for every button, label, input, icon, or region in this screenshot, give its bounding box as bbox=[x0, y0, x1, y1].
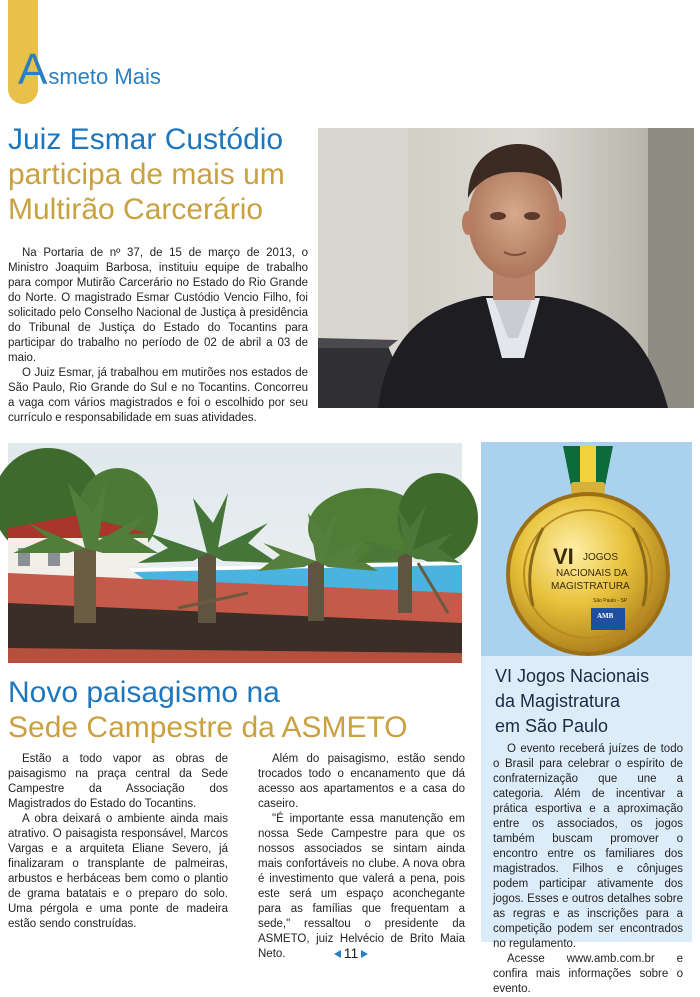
left-arrow-icon bbox=[334, 950, 341, 958]
sidebar-box bbox=[481, 442, 692, 995]
section-title-initial: A bbox=[18, 45, 48, 94]
article1-headline-line2: participa de mais um bbox=[8, 158, 285, 191]
article2-paragraph: A obra deixará o ambiente ainda mais atrativo. O paisagista responsável, Marcos Vargas e a arquiteta Eliane Severo, já finalizaram o transplante de palmeiras, arbustos e herbáceas bem como o plantio de grama batatais e o preparo do solo. Uma pérgola e uma ponte de madeira estão sendo construídas. bbox=[8, 813, 228, 930]
page-number-text: 11 bbox=[343, 945, 359, 961]
article2-paragraph: Estão a todo vapor as obras de paisagismo na praça central da Sede Campestre da Associação dos Magistrados do Estado do Tocantins. bbox=[8, 753, 228, 810]
medal-numeral: VI bbox=[553, 544, 574, 569]
sidebar-title-line: da Magistratura bbox=[495, 691, 621, 711]
article2-headline-line2: Sede Campestre da ASMETO bbox=[8, 711, 408, 744]
page-number bbox=[326, 944, 376, 962]
section-title bbox=[18, 45, 161, 96]
sidebar-title bbox=[495, 664, 649, 739]
sidebar-paragraph: Acesse www.amb.com.br e confira mais informações sobre o evento. bbox=[493, 953, 683, 995]
sidebar-paragraph: O evento receberá juízes de todo o Brasil para celebrar o espírito de confraternização que une a categoria. Além de incentivar a prática esportiva e a aproximação entre os associados, os jogos também buscam promover o encontro entre os familiares dos magistrados. Filhos e cônjuges podem participar ativamente dos jogos. Esses e outros detalhes sobre as regras e as inscrições para a competição podem ser encontrados no regulamento. bbox=[493, 743, 683, 950]
medal-graphic bbox=[493, 446, 683, 656]
article1-headline-line3: Multirão Carcerário bbox=[8, 193, 264, 226]
article1-paragraph: Na Portaria de nº 37, de 15 de março de 2013, o Ministro Joaquim Barbosa, instituiu equipe de trabalho para compor Mutirão Carcerário no Estado do Rio Grande do Norte. O magistrado Esmar Custódio Vencio Filho, foi solicitado pelo Conselho Nacional de Justiça à presidência do Tribunal de Justiça do Estado do Tocantins para participar do trabalho no período de 02 de abril a 03 de maio. bbox=[8, 247, 308, 364]
article2-paragraph: Além do paisagismo, estão sendo trocados todo o encanamento que dá acesso aos apartamentos e a casa do caseiro. bbox=[258, 753, 465, 810]
article2-column-1 bbox=[8, 752, 228, 932]
amb-logo-text: AMB bbox=[597, 612, 614, 620]
article2-paragraph: "É importante essa manutenção em nossa Sede Campestre para que os nossos associados se sintam ainda mais confortáveis no clube. A nova obra é investimento que valerá a pena, pois este será um espaço aconchegante para as famílias que frequentam a sede," ressaltou o presidente da ASMETO, juiz Helvécio de Brito Maia Neto. bbox=[258, 813, 465, 960]
right-arrow-icon bbox=[361, 950, 368, 958]
article2-column-2 bbox=[258, 752, 465, 962]
sidebar-title-line: em São Paulo bbox=[495, 716, 609, 736]
landscaping-photo bbox=[8, 443, 462, 663]
article1-paragraph: O Juiz Esmar, já trabalhou em mutirões nos estados de São Paulo, Rio Grande do Sul e no Tocantins. Concorreu a vaga com vários magistrados e foi o escolhido por seu currículo e responsabilidade em suas atividades. bbox=[8, 367, 308, 424]
section-title-rest: smeto Mais bbox=[48, 64, 161, 89]
medal-place: São Paulo - SP bbox=[593, 598, 628, 604]
article2-headline bbox=[8, 675, 468, 745]
article1-body bbox=[8, 246, 308, 426]
article2-headline-line1: Novo paisagismo na bbox=[8, 676, 280, 709]
judge-portrait-photo bbox=[318, 128, 694, 408]
medal-nacionais: NACIONAIS DA bbox=[556, 568, 628, 579]
sidebar-title-line: VI Jogos Nacionais bbox=[495, 666, 650, 686]
sidebar-body bbox=[493, 742, 683, 997]
article1-headline-line1: Juiz Esmar Custódio bbox=[8, 123, 284, 156]
medal-magistratura: MAGISTRATURA bbox=[551, 581, 630, 592]
medal-jogos: JOGOS bbox=[583, 552, 619, 563]
article1-headline bbox=[8, 122, 308, 227]
sidebar-content bbox=[481, 656, 692, 995]
